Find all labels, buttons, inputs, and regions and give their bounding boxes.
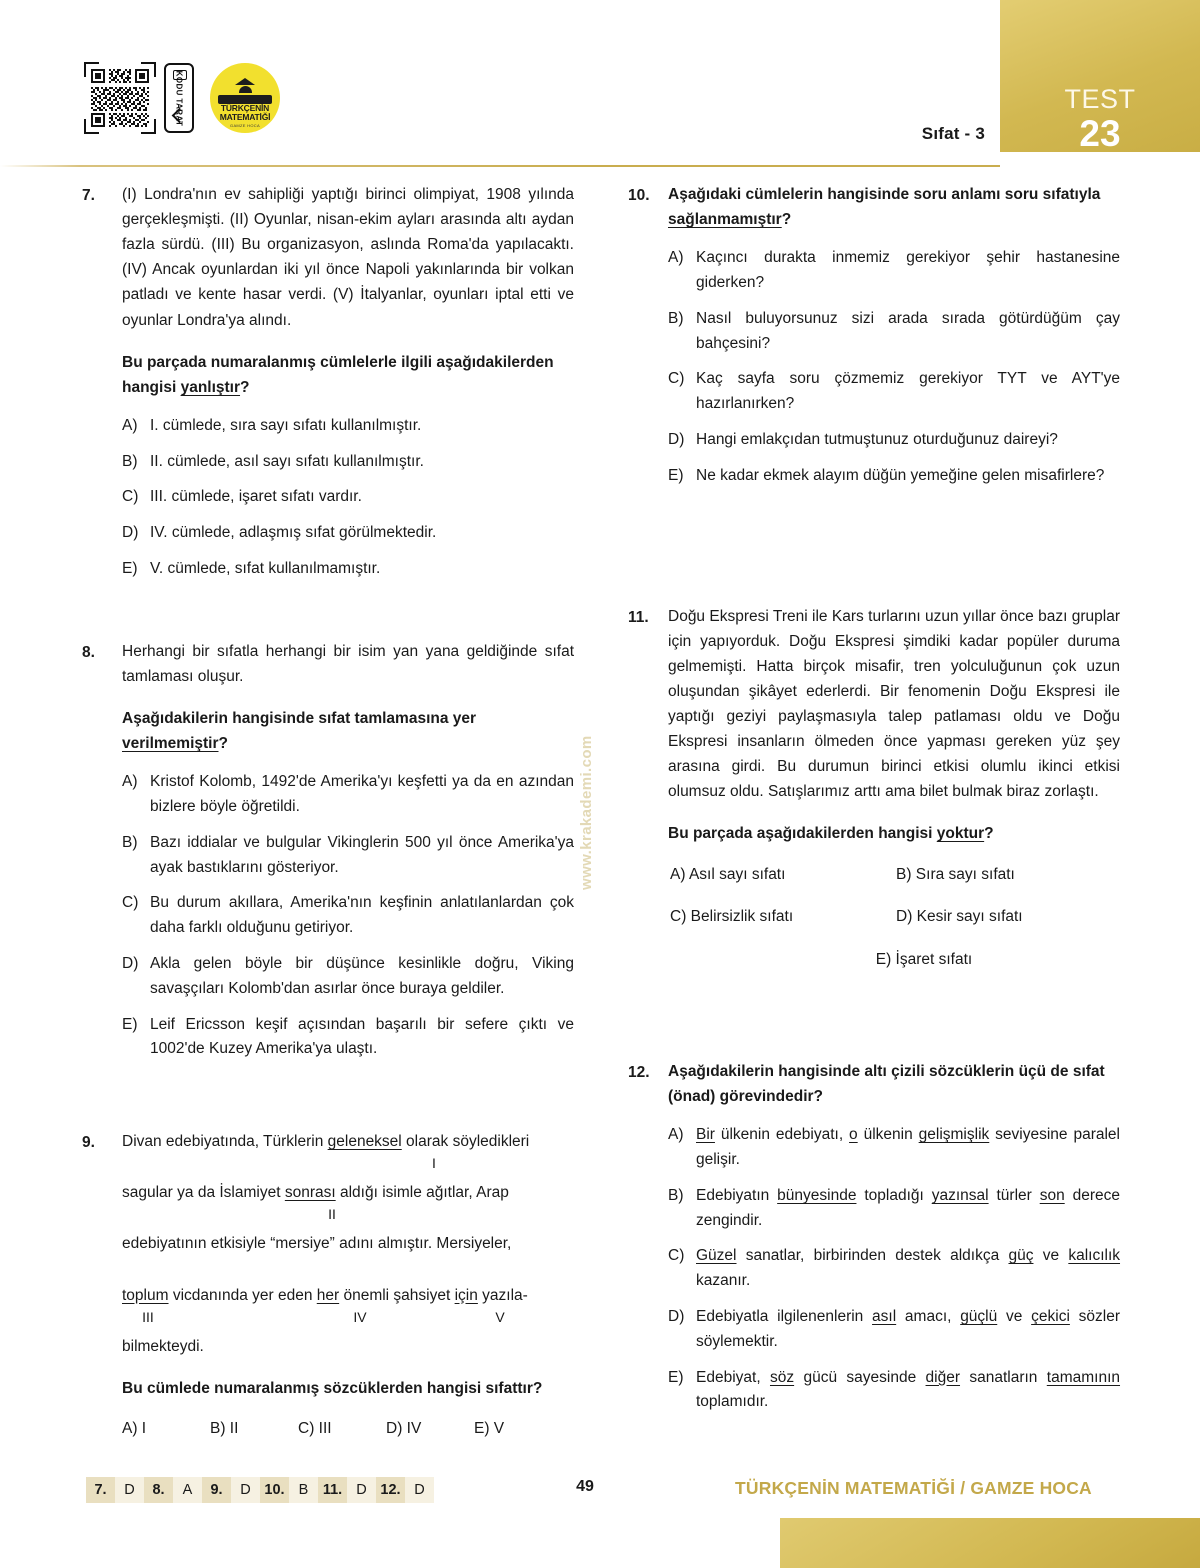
q9-underlined-word-4: her bbox=[316, 1286, 340, 1304]
option-e[interactable] bbox=[668, 464, 1120, 489]
plain-text: türler bbox=[988, 1186, 1040, 1204]
q11-prompt-tail: ? bbox=[984, 825, 994, 843]
underlined-word: o bbox=[849, 1126, 858, 1144]
qr-code-frame bbox=[84, 62, 156, 134]
option-b[interactable] bbox=[122, 450, 574, 475]
q9-l1-b: olarak söyledikleri bbox=[401, 1133, 530, 1151]
answer-key-q: 11. bbox=[318, 1477, 347, 1503]
page-title: Sıfat - 3 bbox=[921, 124, 985, 143]
option-e-label: E) bbox=[122, 560, 138, 578]
option-e[interactable] bbox=[122, 1013, 574, 1063]
option-d[interactable]: D) IV bbox=[386, 1419, 422, 1437]
question-8-options bbox=[122, 770, 574, 1062]
question-11-options bbox=[668, 863, 1120, 973]
q9-line-2 bbox=[122, 1180, 574, 1223]
option-a-text: Kaçıncı durakta inmemiz gerekiyor şehir hastanesine giderken? bbox=[696, 249, 1120, 292]
answer-key-a: D bbox=[115, 1477, 144, 1503]
option-a[interactable] bbox=[122, 414, 574, 439]
answer-key-q: 7. bbox=[86, 1477, 115, 1503]
option-d[interactable] bbox=[668, 1305, 1120, 1355]
student-bust-icon bbox=[239, 86, 252, 93]
plain-text: seviyesine paralel gelişir. bbox=[696, 1126, 1121, 1168]
option-d[interactable]: D) Kesir sayı sıfatı bbox=[896, 908, 1023, 926]
test-word-label: TEST bbox=[1064, 84, 1136, 114]
option-c[interactable]: C) III bbox=[298, 1419, 332, 1437]
plain-text: Edebiyatla ilgilenenlerin bbox=[696, 1307, 873, 1325]
option-b-label: B) bbox=[668, 309, 684, 327]
option-c[interactable] bbox=[122, 891, 574, 941]
q8-prompt-tail: ? bbox=[218, 735, 228, 753]
q9-l4-b: önemli şahsiyet bbox=[339, 1286, 455, 1304]
answer-key-a: A bbox=[173, 1477, 202, 1503]
option-a-text bbox=[696, 1123, 1120, 1173]
option-b[interactable] bbox=[668, 307, 1120, 357]
option-c-label: C) bbox=[668, 370, 685, 388]
underlined-word: çekici bbox=[1031, 1307, 1070, 1325]
q9-line-5: bilmekteydi. bbox=[122, 1337, 204, 1355]
option-e-label: E) bbox=[668, 466, 684, 484]
underlined-word: güçlü bbox=[960, 1307, 998, 1325]
q9-line-3: edebiyatının etkisiyle “mersiye” adını almıştır. Mersiyeler, bbox=[122, 1235, 512, 1253]
q11-prompt-underlined: yoktur bbox=[936, 825, 985, 843]
option-e-text: Leif Ericsson keşif açısından başarılı bir sefere çıktı ve 1002'de Kuzey Amerika'ya ulaştı. bbox=[150, 1015, 574, 1058]
option-a[interactable]: A) Asıl sayı sıfatı bbox=[670, 865, 786, 883]
question-10 bbox=[628, 182, 1120, 500]
option-b-label: B) bbox=[122, 452, 138, 470]
underlined-word: bünyesinde bbox=[777, 1186, 857, 1204]
test-number-block bbox=[1000, 0, 1200, 152]
question-9-passage bbox=[122, 1129, 574, 1359]
footer-gold-bar bbox=[780, 1518, 1200, 1568]
option-a-label: A) bbox=[122, 773, 138, 791]
badge-line-1: TÜRKÇENİN bbox=[220, 103, 270, 114]
q7-prompt-plain: Bu parçada numaralanmış cümlelerle ilgili aşağıdakilerden hangisi bbox=[122, 353, 554, 396]
badge-line-2: MATEMATİĞİ bbox=[219, 112, 271, 122]
option-b[interactable]: B) Sıra sayı sıfatı bbox=[896, 865, 1015, 883]
q9-roman-5: V bbox=[495, 1308, 505, 1325]
option-c[interactable] bbox=[668, 1244, 1120, 1294]
test-number: 23 bbox=[1079, 113, 1121, 154]
option-d[interactable] bbox=[122, 521, 574, 546]
plain-text: sanatlar, birbirinden destek aldıkça bbox=[736, 1247, 1009, 1265]
question-7 bbox=[82, 182, 574, 593]
option-e[interactable]: E) V bbox=[474, 1419, 505, 1437]
underlined-word: gelişmişlik bbox=[918, 1126, 990, 1144]
option-b-label: B) bbox=[122, 833, 138, 851]
question-8 bbox=[82, 639, 574, 1073]
option-e-label: E) bbox=[122, 1015, 138, 1033]
option-b[interactable] bbox=[122, 831, 574, 881]
option-b-label: B) bbox=[668, 1186, 684, 1204]
option-a[interactable]: A) I bbox=[122, 1419, 147, 1437]
question-8-stem: Herhangi bir sıfatla herhangi bir isim yan yana geldiğinde sıfat tamlaması oluşur. bbox=[122, 642, 574, 685]
option-b-text: Bazı iddialar ve bulgular Vikinglerin 500 yıl önce Amerika'ya ayak bastıklarını gösteriyor. bbox=[150, 833, 574, 876]
answer-key-q: 8. bbox=[144, 1477, 173, 1503]
option-e[interactable] bbox=[668, 1366, 1120, 1416]
footer-brand: TÜRKÇENİN MATEMATİĞİ / GAMZE HOCA bbox=[735, 1478, 1092, 1498]
answer-key-a: D bbox=[231, 1477, 260, 1503]
q8-prompt-underlined: verilmemiştir bbox=[122, 735, 219, 753]
option-c[interactable] bbox=[122, 485, 574, 510]
question-11 bbox=[628, 604, 1120, 973]
plain-text: Edebiyatın bbox=[696, 1186, 778, 1204]
plain-text: topladığı bbox=[856, 1186, 932, 1204]
question-12-options bbox=[668, 1123, 1120, 1415]
option-c-text: Kaç sayfa soru çözmemiz gerekiyor TYT ve AYT'ye hazırlanırken? bbox=[696, 370, 1120, 413]
q10-prompt-underlined: sağlanmamıştır bbox=[668, 211, 782, 229]
underlined-word: yazınsal bbox=[931, 1186, 989, 1204]
option-e-text bbox=[696, 1366, 1120, 1416]
question-12 bbox=[628, 1059, 1120, 1426]
plain-text: amacı, bbox=[896, 1307, 961, 1325]
q10-prompt-plain: Aşağıdaki cümlelerin hangisinde soru anlamı soru sıfatıyla bbox=[668, 186, 1101, 203]
question-10-options bbox=[668, 246, 1120, 488]
option-d-label: D) bbox=[122, 524, 139, 542]
plain-text: kazanır. bbox=[696, 1272, 751, 1290]
q9-underlined-word-3: toplum bbox=[122, 1286, 169, 1304]
question-8-prompt bbox=[122, 706, 574, 756]
option-b-text: Nasıl buluyorsunuz sizi arada sırada götürdüğüm çay bahçesini? bbox=[696, 309, 1120, 352]
option-d-label: D) bbox=[122, 955, 139, 973]
q9-underlined-word-5: için bbox=[454, 1286, 478, 1304]
option-a[interactable] bbox=[122, 770, 574, 820]
badge-line-3: GAMZE HOCA bbox=[230, 122, 260, 128]
option-c-text: Bu durum akıllara, Amerika'nın keşfinin anlatılanlardan çok daha farklı olduğunu getiriyor. bbox=[150, 894, 574, 937]
option-b[interactable] bbox=[668, 1184, 1120, 1234]
right-column bbox=[628, 182, 1120, 1426]
question-9-number: 9. bbox=[82, 1134, 95, 1152]
underlined-word: Bir bbox=[696, 1126, 715, 1144]
q9-roman-1: I bbox=[432, 1155, 436, 1172]
q8-prompt-plain: Aşağıdakilerin hangisinde sıfat tamlamasına yer bbox=[122, 710, 477, 728]
q9-l2-a: sagular ya da İslamiyet bbox=[122, 1184, 285, 1202]
underlined-word: söz bbox=[769, 1368, 795, 1386]
q9-l4-c: yazıla- bbox=[477, 1286, 528, 1304]
underlined-word: tamamının bbox=[1046, 1368, 1121, 1386]
option-e[interactable]: E) İşaret sıfatı bbox=[875, 951, 973, 969]
q9-underlined-word-2: sonrası bbox=[284, 1184, 336, 1202]
q9-roman-4: IV bbox=[353, 1308, 367, 1325]
q9-l2-b: aldığı isimle ağıtlar, Arap bbox=[335, 1184, 509, 1202]
option-a[interactable] bbox=[668, 246, 1120, 296]
question-12-prompt: Aşağıdakilerin hangisinde altı çizili sözcüklerin üçü de sıfat (önad) görevindedir? bbox=[668, 1062, 1105, 1106]
option-d-text: Akla gelen böyle bir düşünce kesinlikle doğru, Viking savaşçıları Kolomb'dan asırlar önce buraya geldiler. bbox=[150, 955, 574, 997]
q9-underlined-word-1: geleneksel bbox=[327, 1133, 402, 1151]
option-c[interactable]: C) Belirsizlik sıfatı bbox=[670, 908, 794, 926]
question-12-number: 12. bbox=[628, 1063, 650, 1081]
question-9 bbox=[82, 1129, 574, 1441]
plain-text: ülkenin edebiyatı, bbox=[714, 1126, 850, 1144]
plain-text: derece zengindir. bbox=[696, 1186, 1120, 1229]
answer-key bbox=[86, 1477, 434, 1503]
option-a-text: Kristof Kolomb, 1492'de Amerika'yı keşfetti ya da en azından bizlere böyle öğretildi. bbox=[150, 773, 574, 816]
option-d[interactable] bbox=[122, 952, 574, 1002]
option-c-label: C) bbox=[122, 894, 139, 912]
q10-prompt-tail: ? bbox=[781, 211, 792, 229]
q9-l1-a: Divan edebiyatında, Türklerin bbox=[122, 1133, 328, 1151]
q11-prompt-plain: Bu parçada aşağıdakilerden hangisi bbox=[668, 825, 937, 843]
question-7-prompt bbox=[122, 350, 574, 400]
option-d-label: D) bbox=[668, 1307, 685, 1325]
option-c[interactable] bbox=[668, 367, 1120, 417]
plain-text: toplamıdır. bbox=[696, 1393, 769, 1411]
option-d-text: IV. cümlede, adlaşmış sıfat görülmektedir. bbox=[150, 524, 437, 542]
plain-text: sözler söylemektir. bbox=[696, 1307, 1120, 1350]
plain-text: ve bbox=[997, 1307, 1032, 1325]
answer-key-q: 10. bbox=[260, 1477, 289, 1503]
option-c-label: C) bbox=[668, 1247, 685, 1265]
option-d-text: Hangi emlakçıdan tutmuştunuz oturduğunuz daireyi? bbox=[696, 431, 1058, 448]
scan-label: KODU TARAT bbox=[174, 70, 184, 126]
question-10-prompt bbox=[668, 182, 1120, 232]
question-11-number: 11. bbox=[628, 608, 649, 626]
graduation-cap-icon bbox=[235, 78, 255, 85]
q9-line-1 bbox=[122, 1129, 574, 1172]
underlined-word: diğer bbox=[925, 1368, 961, 1386]
question-7-number: 7. bbox=[82, 187, 95, 204]
underlined-word: Güzel bbox=[696, 1247, 737, 1265]
option-e-text: Ne kadar ekmek alayım düğün yemeğine gelen misafirlere? bbox=[696, 466, 1105, 484]
question-9-prompt: Bu cümlede numaralanmış sözcüklerden hangisi sıfattır? bbox=[122, 1379, 543, 1397]
answer-key-q: 9. bbox=[202, 1477, 231, 1503]
option-d-text bbox=[696, 1305, 1120, 1355]
plain-text: ülkenin bbox=[857, 1126, 919, 1144]
option-a[interactable] bbox=[668, 1123, 1120, 1173]
option-c-label: C) bbox=[122, 488, 139, 506]
option-d-label: D) bbox=[668, 431, 685, 448]
question-11-stem: Doğu Ekspresi Treni ile Kars turlarını uzun yıllar önce bazı gruplar için yapıyorduk. Doğu Ekspresi şimdiki kadar popüler duruma gelmemişti. Hatta birçok misafir, tren yolculuğunun çok uzun oluşundan şikâyet ederlerdi. Bir fenomenin Doğu Ekspresi ile yaptığı geziyi paylaşmasıyla talep patlaması oldu ve Doğu Ekspresi insanların ölmeden önce yapması gereken yüz şey arasına girdi. Bu durumun birinci etkisi olumlu ikinci etkisi olumsuz oldu. Satışlarımız arttı ama bilet bulmak biraz zorlaştı. bbox=[668, 607, 1120, 801]
question-10-number: 10. bbox=[628, 187, 650, 204]
answer-key-a: B bbox=[289, 1477, 318, 1503]
underlined-word: son bbox=[1039, 1186, 1065, 1204]
header-divider bbox=[0, 165, 1000, 167]
q9-line-4 bbox=[122, 1283, 574, 1325]
q7-prompt-tail: ? bbox=[240, 378, 250, 396]
site-watermark: www.krakademi.com bbox=[578, 735, 595, 890]
plain-text: gücü sayesinde bbox=[794, 1368, 926, 1386]
q7-prompt-underlined: yanlıştır bbox=[180, 378, 241, 396]
qr-code-icon[interactable] bbox=[91, 69, 149, 127]
option-b[interactable]: B) II bbox=[210, 1419, 239, 1437]
underlined-word: güç bbox=[1008, 1247, 1034, 1265]
page-left-margin bbox=[0, 0, 14, 1568]
question-8-number: 8. bbox=[82, 643, 95, 661]
scan-code-button[interactable] bbox=[164, 63, 194, 133]
answer-key-a: D bbox=[347, 1477, 376, 1503]
q9-roman-3: III bbox=[142, 1308, 154, 1325]
option-c-text bbox=[696, 1244, 1120, 1294]
plain-text: sanatların bbox=[960, 1368, 1047, 1386]
option-a-label: A) bbox=[668, 249, 684, 267]
q9-l4-a: vicdanında yer eden bbox=[168, 1286, 317, 1304]
option-e-label: E) bbox=[668, 1368, 684, 1386]
option-a-label: A) bbox=[668, 1126, 684, 1144]
answer-key-q: 12. bbox=[376, 1477, 405, 1503]
question-11-prompt bbox=[668, 821, 1120, 846]
option-a-label: A) bbox=[122, 416, 138, 434]
question-9-options bbox=[122, 1417, 574, 1442]
brand-bar bbox=[84, 62, 280, 134]
underlined-word: asıl bbox=[872, 1307, 897, 1325]
option-e[interactable] bbox=[122, 557, 574, 582]
option-b-text bbox=[696, 1184, 1120, 1234]
brand-badge bbox=[210, 63, 280, 133]
option-c-text: III. cümlede, işaret sıfatı vardır. bbox=[150, 488, 362, 506]
option-d[interactable] bbox=[668, 428, 1120, 453]
option-b-text: II. cümlede, asıl sayı sıfatı kullanılmıştır. bbox=[150, 452, 424, 470]
option-e-text: V. cümlede, sıfat kullanılmamıştır. bbox=[150, 560, 381, 578]
underlined-word: kalıcılık bbox=[1068, 1247, 1121, 1265]
answer-key-a: D bbox=[405, 1477, 434, 1503]
left-column bbox=[82, 182, 574, 1442]
option-a-text: I. cümlede, sıra sayı sıfatı kullanılmıştır. bbox=[150, 416, 422, 434]
question-7-options bbox=[122, 414, 574, 582]
question-7-stem: (I) Londra'nın ev sahipliği yaptığı birinci olimpiyat, 1908 yılında gerçekleşmişti. (II) Oyunlar, nisan-ekim ayları arasında altı aydan fazla sürdü. (III) Bu organizasyon, aslında Roma'da yapılacaktı. (IV) Ancak oyunlardan iki yıl önce Napoli yakınlarında bir volkan patladı ve kente hasar verdi. (V) İtalyanlar, oyunları iptal etti ve oyunlar Londra'ya alındı. bbox=[122, 186, 574, 329]
q9-roman-2: II bbox=[328, 1206, 336, 1223]
page-number: 49 bbox=[576, 1478, 594, 1495]
plain-text: Edebiyat, bbox=[696, 1368, 770, 1386]
plain-text: ve bbox=[1033, 1247, 1069, 1265]
